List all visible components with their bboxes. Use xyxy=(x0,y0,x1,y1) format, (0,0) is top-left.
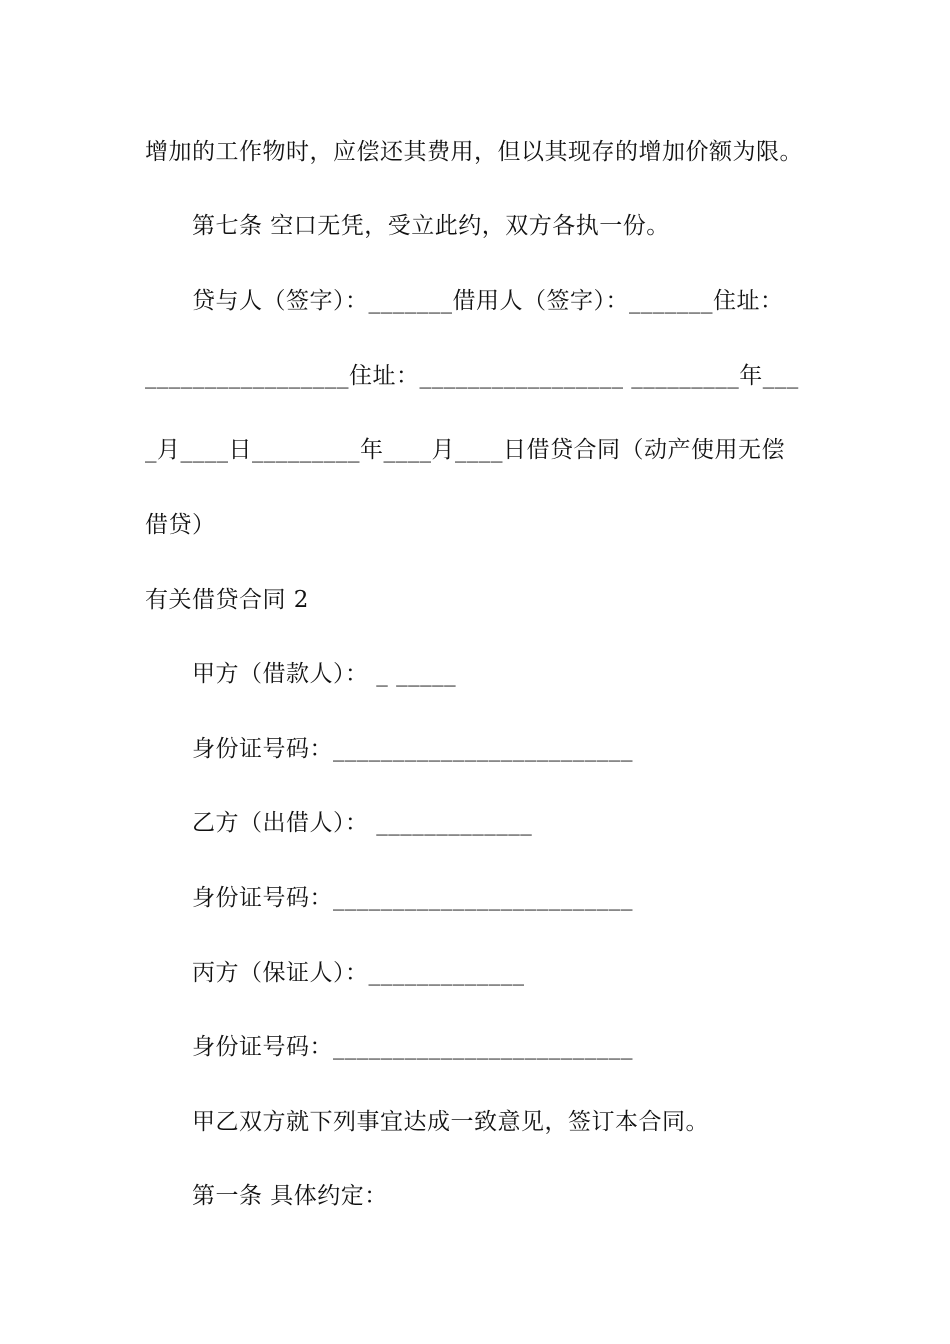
signature-line: _月____日_________年____月____日借贷合同（动产使用无偿 xyxy=(145,437,785,463)
party-b-field: 乙方（出借人）： _____________ xyxy=(192,810,533,836)
paragraph-line: 借贷） xyxy=(145,512,216,538)
paragraph-line: 甲乙双方就下列事宜达成一致意见，签订本合同。 xyxy=(192,1109,709,1135)
id-number-field: 身份证号码：_________________________ xyxy=(192,736,633,762)
id-number-field: 身份证号码：_________________________ xyxy=(192,1034,633,1060)
paragraph-line: 增加的工作物时，应偿还其费用，但以其现存的增加价额为限。 xyxy=(145,139,803,165)
signature-line: _________________住址：_________________ _________年___ xyxy=(145,363,799,389)
section-heading: 有关借贷合同 2 xyxy=(145,587,309,613)
paragraph-line: 第七条 空口无凭，受立此约，双方各执一份。 xyxy=(192,213,670,239)
party-a-field: 甲方（借款人）： _ _____ xyxy=(192,661,457,687)
party-c-field: 丙方（保证人）：_____________ xyxy=(192,960,525,986)
id-number-field: 身份证号码：_________________________ xyxy=(192,885,633,911)
signature-line: 贷与人（签字）：_______借用人（签字）：_______住址： xyxy=(192,288,784,314)
article-heading: 第一条 具体约定： xyxy=(192,1183,388,1209)
